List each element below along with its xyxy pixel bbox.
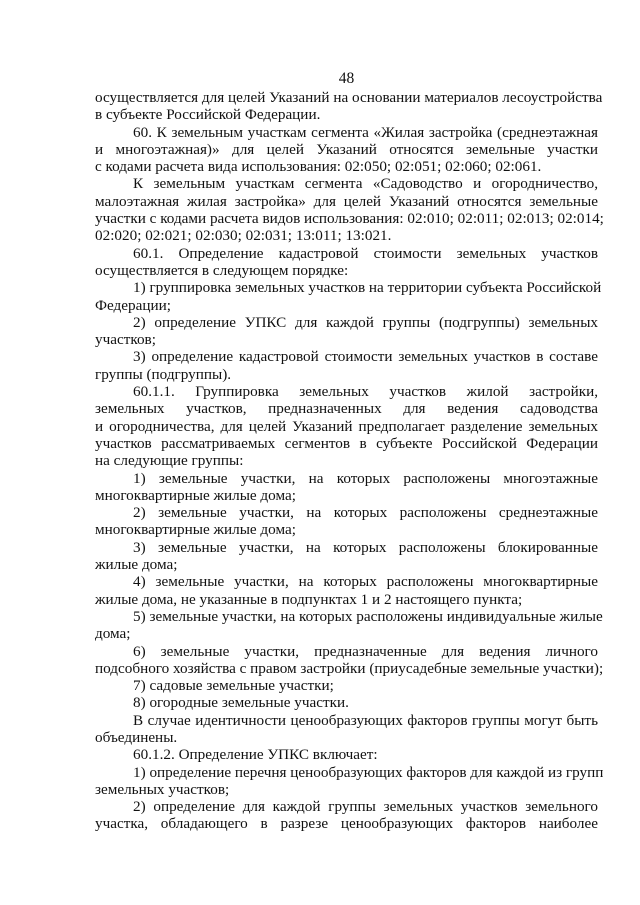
text-line: 2) земельные участки, на которых расположены среднеэтажные bbox=[133, 504, 598, 522]
text-line: группы (подгруппы). bbox=[95, 365, 232, 383]
text-line: 60.1.2. Определение УПКС включает: bbox=[133, 746, 378, 764]
text-line: с кодами расчета вида использования: 02:050; 02:051; 02:060; 02:061. bbox=[95, 158, 542, 176]
text-line: земельных участков; bbox=[95, 780, 230, 798]
text-line: земельных участков, предназначенных для ведения садоводства bbox=[95, 400, 598, 418]
text-line: К земельным участкам сегмента «Садоводство и огородничество, bbox=[133, 175, 598, 193]
text-line: 3) определение кадастровой стоимости земельных участков в составе bbox=[133, 348, 598, 366]
text-line: жилые дома; bbox=[95, 556, 178, 574]
text-line: В случае идентичности ценообразующих факторов группы могут быть bbox=[133, 711, 598, 729]
text-line: и огородничества, для целей Указаний предполагает разделение земельных bbox=[95, 417, 598, 435]
text-line: объединены. bbox=[95, 728, 178, 746]
text-line: подсобного хозяйства с правом застройки (приусадебные земельные участки); bbox=[95, 659, 604, 677]
text-line: участка, обладающего в разрезе ценообразующих факторов наиболее bbox=[95, 815, 598, 833]
text-line: осуществляется в следующем порядке: bbox=[95, 261, 349, 279]
text-line: 1) группировка земельных участков на территории субъекта Российской bbox=[133, 279, 602, 297]
text-line: 3) земельные участки, на которых расположены блокированные bbox=[133, 538, 598, 556]
text-line: участков; bbox=[95, 331, 156, 349]
text-line: Федерации; bbox=[95, 296, 171, 314]
text-line: 60.1. Определение кадастровой стоимости земельных участков bbox=[133, 244, 598, 262]
text-line: 2) определение для каждой группы земельных участков земельного bbox=[133, 798, 598, 816]
text-line: 4) земельные участки, на которых расположены многоквартирные bbox=[133, 573, 598, 591]
text-line: 1) земельные участки, на которых расположены многоэтажные bbox=[133, 469, 598, 487]
document-body bbox=[95, 89, 604, 833]
text-line: участков рассматриваемых сегментов в субъекте Российской Федерации bbox=[95, 434, 598, 452]
text-line: 02:020; 02:021; 02:030; 02:031; 13:011; 13:021. bbox=[95, 227, 392, 245]
text-line: 7) садовые земельные участки; bbox=[133, 677, 334, 695]
text-line: 5) земельные участки, на которых расположены индивидуальные жилые bbox=[133, 607, 603, 625]
text-line: на следующие группы: bbox=[95, 452, 244, 470]
text-line: участки с кодами расчета видов использования: 02:010; 02:011; 02:013; 02:014; bbox=[95, 210, 604, 228]
text-line: и многоэтажная)» для целей Указаний относятся земельные участки bbox=[95, 140, 598, 158]
text-line: малоэтажная жилая застройка» для целей Указаний относятся земельные bbox=[95, 192, 598, 210]
text-line: 8) огородные земельные участки. bbox=[133, 694, 349, 712]
text-line: в субъекте Российской Федерации. bbox=[95, 106, 321, 124]
text-line: 60. К земельным участкам сегмента «Жилая застройка (среднеэтажная bbox=[133, 123, 598, 141]
text-line: осуществляется для целей Указаний на основании материалов лесоустройства bbox=[95, 89, 603, 106]
text-line: многоквартирные жилые дома; bbox=[95, 486, 296, 504]
text-line: 6) земельные участки, предназначенные для ведения личного bbox=[133, 642, 598, 660]
text-line: 60.1.1. Группировка земельных участков жилой застройки, bbox=[133, 383, 598, 401]
text-line: 2) определение УПКС для каждой группы (подгруппы) земельных bbox=[133, 313, 598, 331]
text-line: 1) определение перечня ценообразующих факторов для каждой из групп bbox=[133, 763, 604, 781]
text-line: жилые дома, не указанные в подпунктах 1 и 2 настоящего пункта; bbox=[95, 590, 523, 608]
text-line: многоквартирные жилые дома; bbox=[95, 521, 296, 539]
page-number: 48 bbox=[338, 70, 355, 87]
text-line: дома; bbox=[95, 625, 131, 643]
